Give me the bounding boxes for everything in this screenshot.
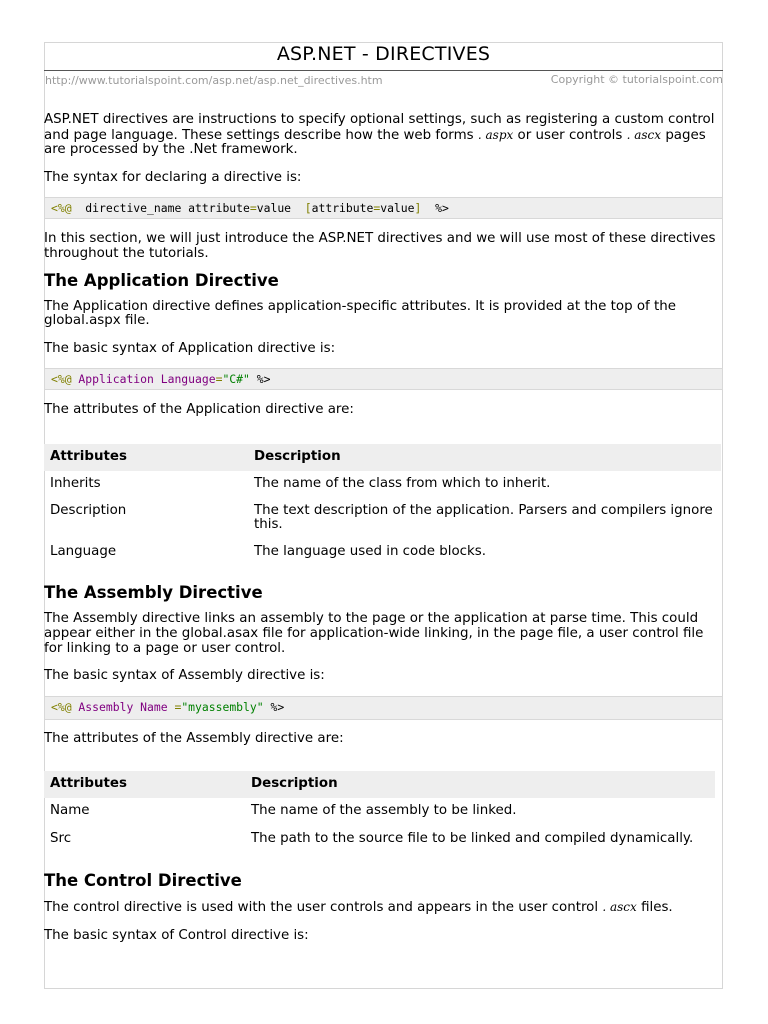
code-directive-name: directive_name attribute (71, 201, 250, 216)
syntax-intro: The syntax for declaring a directive is: (44, 169, 302, 185)
directive-syntax-code (44, 197, 723, 219)
assembly-attributes-intro: The attributes of the Assembly directive are: (44, 730, 344, 746)
code-equals: = (215, 372, 223, 387)
page-title: ASP.NET - DIRECTIVES (276, 43, 491, 65)
table-cell: The text description of the application. Parsers and compilers ignore this. (254, 502, 713, 533)
table-row (44, 819, 715, 847)
application-heading: The Application Directive (44, 270, 279, 290)
assembly-syntax-intro: The basic syntax of Assembly directive is: (44, 668, 325, 684)
code-open-tag: <%@ (51, 699, 72, 714)
control-text-b: files. (641, 900, 673, 916)
intro-text-a: ASP.NET directives are instructions to specify optional settings, such as registering a custom control and page language. These settings describe how the web forms (44, 112, 715, 143)
code-directive-name: Assembly Name (71, 699, 175, 714)
ascx-extension: . ascx (626, 127, 662, 142)
assembly-syntax-code (44, 696, 723, 720)
intro-paragraph (44, 113, 725, 158)
control-description (44, 900, 725, 916)
code-value: value (256, 201, 305, 216)
application-attributes-intro: The attributes of the Application directive are: (44, 402, 354, 418)
table-row (44, 533, 721, 560)
table-row (44, 471, 721, 492)
table-header-cell: Description (248, 444, 721, 471)
table-row (44, 798, 715, 819)
code-attribute: attribute (311, 201, 374, 216)
section-intro: In this section, we will just introduce the ASP.NET directives and we will use most of these directives throughout the tutorials. (44, 231, 716, 261)
table-cell: Description (50, 502, 127, 518)
table-header-row (44, 771, 715, 798)
table-cell: Inherits (50, 475, 101, 491)
aspx-extension: . aspx (477, 127, 514, 142)
control-text-a: The control directive is used with the user controls and appears in the user control (44, 900, 599, 916)
application-syntax-intro: The basic syntax of Application directive is: (44, 340, 336, 356)
ascx-extension: . ascx (602, 900, 637, 915)
table-cell: Src (50, 830, 72, 846)
code-string: "myassembly" (181, 699, 264, 714)
code-equals: = (373, 201, 381, 216)
table-header-cell: Attributes (44, 444, 248, 471)
application-syntax-code (44, 368, 723, 390)
table-header-row (44, 444, 721, 471)
code-close-tag: %> (263, 699, 285, 714)
code-close-tag: %> (249, 372, 271, 387)
table-cell: The name of the class from which to inherit. (254, 475, 551, 491)
application-description: The Application directive defines application-specific attributes. It is provided at the top of the global.aspx file. (44, 298, 676, 329)
assembly-description: The Assembly directive links an assembly to the page or the application at parse time. This could appear either in the global.asax file for application-wide linking, in the page file, a user control file for linking to a page or user control. (44, 611, 704, 656)
code-directive-name: Application Language (71, 372, 216, 387)
table-cell: The path to the source file to be linked and compiled dynamically. (251, 830, 694, 846)
code-equals: = (249, 201, 257, 216)
code-bracket-open: [ (304, 201, 312, 216)
code-equals: = (174, 699, 182, 714)
code-close-tag: %> (421, 201, 449, 216)
intro-text-c: pages are processed by the .Net framework. (44, 127, 706, 158)
table-cell: Name (50, 803, 90, 819)
code-bracket-close: ] (414, 201, 422, 216)
code-value: value (380, 201, 415, 216)
table-cell: The name of the assembly to be linked. (251, 803, 517, 819)
code-open-tag: <%@ (51, 201, 72, 216)
control-heading: The Control Directive (44, 871, 242, 891)
table-cell: Language (50, 543, 117, 559)
title-divider (44, 70, 723, 71)
table-row (44, 492, 721, 533)
table-cell: The language used in code blocks. (254, 543, 486, 559)
source-url[interactable]: http://www.tutorialspoint.com/asp.net/asp.net_directives.htm (45, 74, 383, 87)
copyright-notice: Copyright © tutorialspoint.com (550, 73, 723, 86)
table-header-cell: Attributes (44, 771, 245, 798)
intro-text-b: or user controls (517, 127, 623, 143)
assembly-heading: The Assembly Directive (44, 583, 263, 603)
article-content (44, 113, 725, 944)
code-open-tag: <%@ (51, 372, 72, 387)
control-syntax-intro: The basic syntax of Control directive is: (44, 928, 309, 944)
table-header-cell: Description (245, 771, 715, 798)
code-string: "C#" (222, 372, 250, 387)
assembly-attributes-table (44, 771, 715, 846)
application-attributes-table (44, 444, 721, 559)
